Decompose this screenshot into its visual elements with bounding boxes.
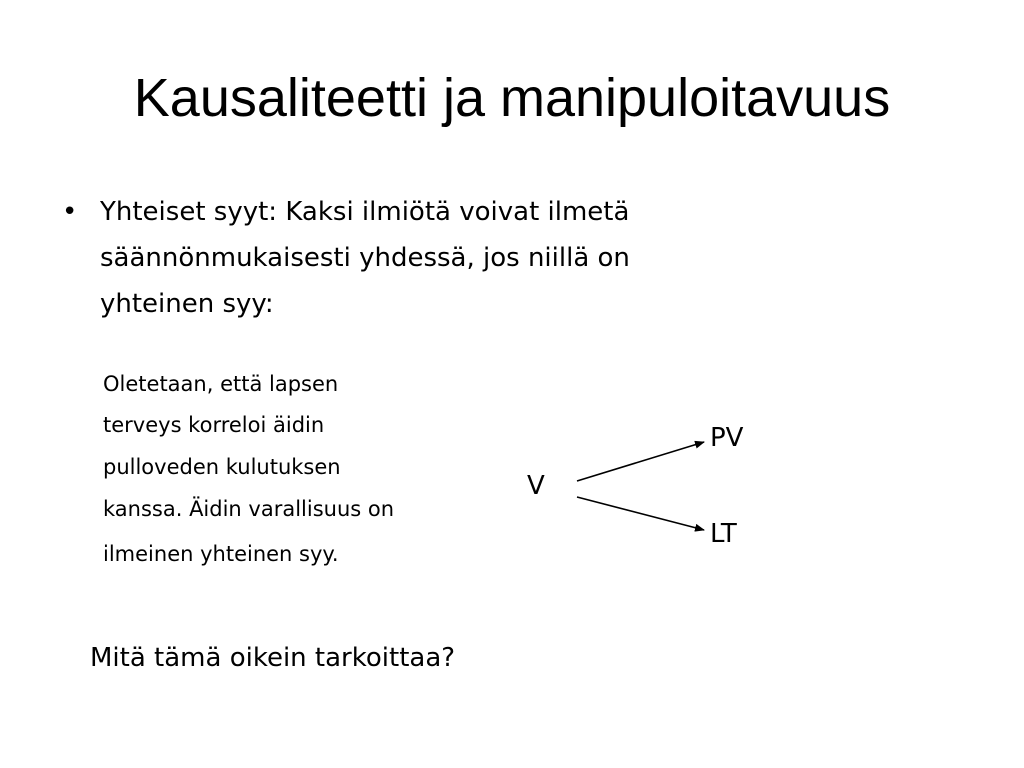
bullet-line: Yhteiset syyt: Kaksi ilmiötä voivat ilmetä (100, 197, 630, 227)
node-cause: V (527, 471, 545, 501)
bullet-line: säännönmukaisesti yhdessä, jos niillä on (100, 243, 630, 273)
node-effect-top: PV (710, 423, 744, 453)
example-line: pulloveden kulutuksen (103, 455, 341, 479)
arrow-to-pv (577, 442, 704, 481)
node-effect-bottom: LT (710, 519, 737, 549)
example-line: terveys korreloi äidin (103, 413, 325, 437)
example-line: ilmeinen yhteinen syy. (103, 542, 339, 566)
example-line: kanssa. Äidin varallisuus on (103, 497, 395, 521)
bullet-line: yhteinen syy: (100, 289, 274, 319)
slide-title: Kausaliteetti ja manipuloitavuus (133, 68, 891, 128)
arrow-to-lt (577, 497, 704, 530)
closing-question: Mitä tämä oikein tarkoittaa? (90, 643, 456, 673)
example-line: Oletetaan, että lapsen (103, 372, 339, 396)
bullet-symbol: • (62, 197, 78, 227)
